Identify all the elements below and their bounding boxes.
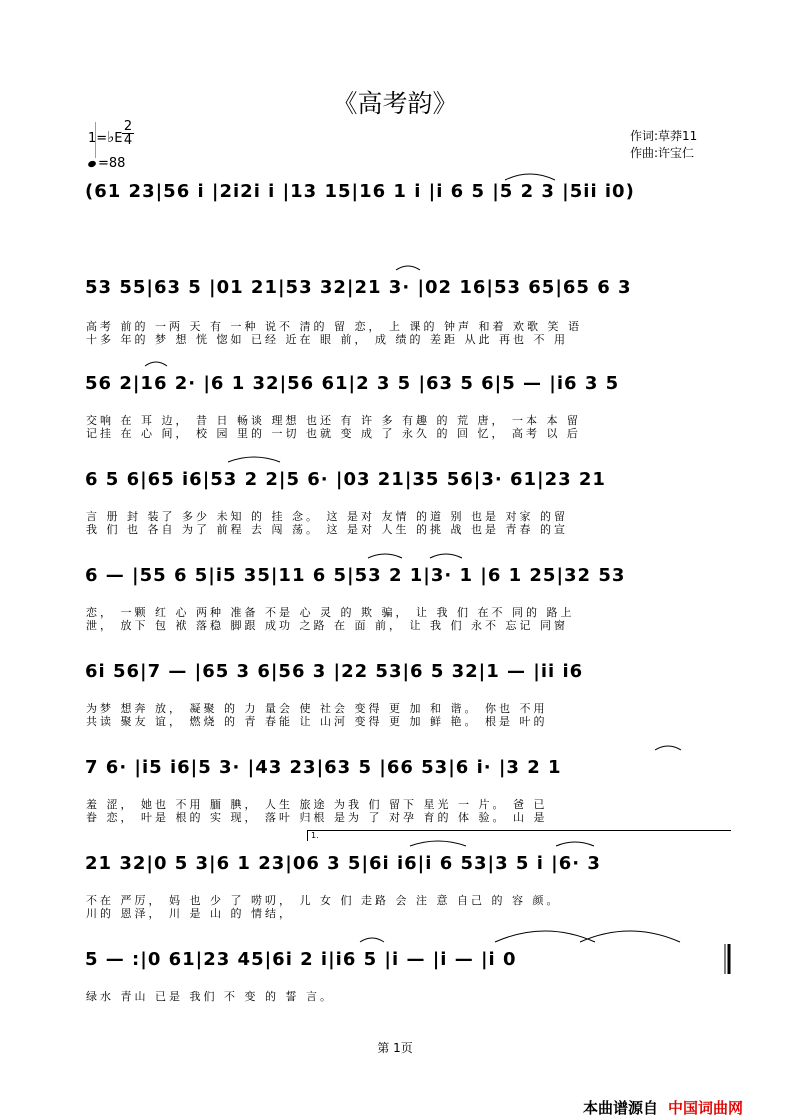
lyric-line: 十多 年的 梦 想 恍 惚如 已经 近在 眼 前， 成 绩的 差距 从此 再也 不 用 [86, 333, 568, 346]
slur [430, 554, 462, 558]
notation-row: (61 23|56 i |2i2i i |13 15|16 1 i |i 6 5 |5 2 3 |5ii i0) [85, 181, 635, 202]
lyric-line: 交响 在 耳 边， 昔 日 畅谈 理想 也还 有 许 多 有趣 的 荒 唐， 一本 本 留 [86, 414, 581, 427]
source-label: 本曲谱源自 [583, 1099, 659, 1117]
notation-row: 5 — :|0 61|23 45|6i 2 i|i6 5 |i — |i — |i 0 [85, 949, 517, 970]
key-flat: ♭ [107, 128, 115, 146]
source-site[interactable]: 中国词曲网 [668, 1099, 744, 1117]
lyric-line: 共读 聚友 谊， 燃烧 的 青 春能 让 山河 变得 更 加 鲜 艳。 根是 叶的 [86, 715, 548, 728]
key-prefix: 1= [88, 131, 108, 146]
lyric-line: 不在 严厉， 妈 也 少 了 唠叨， 儿 女 们 走路 会 注 意 自己 的 容 颜。 [86, 894, 561, 907]
page-number: 第 1页 [377, 1041, 413, 1055]
lyric-line: 眷 恋， 叶是 根的 实 现， 落叶 归根 是为 了 对孕 育的 体 验。 山 是 [86, 811, 548, 824]
slur [505, 174, 555, 180]
notation-row: 6i 56|7 — |65 3 6|56 3 |22 53|6 5 32|1 — |ii i6 [85, 661, 584, 682]
song-title: 《高考韵》 [332, 89, 458, 118]
lyricist: 作词:草莽11 [630, 129, 698, 143]
tempo-value: =88 [98, 156, 126, 171]
key-note: E [114, 131, 123, 146]
lyric-line: 绿水 青山 已是 我们 不 变 的 誓 言。 [86, 990, 334, 1003]
notation-row: 53 55|63 5 |01 21|53 32|21 3· |02 16|53 65|65 6 3 [85, 277, 632, 298]
notation-row: 56 2|16 2· |6 1 32|56 61|2 3 5 |63 5 6|5 — |i6 3 5 [85, 373, 620, 394]
slur [396, 266, 420, 270]
lyric-line: 我 们 也 各自 为了 前程 去 闯 荡。 这 是对 人生 的挑 战 也是 青春 的宣 [86, 523, 568, 536]
lyric-line: 泄， 放下 包 袱 落稳 脚跟 成功 之路 在 面 前， 让 我 们 永不 忘记 同窗 [86, 619, 568, 632]
composer: 作曲:许宝仁 [630, 146, 695, 160]
lyric-line: 言 册 封 装了 多少 未知 的 挂 念。 这 是对 友情 的道 别 也是 对家 的留 [86, 510, 568, 523]
lyric-line: 高考 前的 一两 天 有 一种 说不 清的 留 恋， 上 课的 钟声 和着 欢歌 笑 语 [86, 320, 582, 333]
notation-row: 6 5 6|65 i6|53 2 2|5 6· |03 21|35 56|3· 61|23 21 [85, 469, 606, 490]
time-top: 2 [123, 119, 133, 134]
slur [495, 931, 595, 942]
lyric-line: 羞 涩， 她也 不用 腼 腆， 人生 旅途 为我 们 留下 星光 一 片。 爸 已 [86, 798, 548, 811]
notation-row: 6 — |55 6 5|i5 35|11 6 5|53 2 1|3· 1 |6 1 25|32 53 [85, 565, 626, 586]
lyric-line: 为梦 想奔 放， 凝聚 的 力 量会 使 社会 变得 更 加 和 谐。 你也 不用 [86, 702, 548, 715]
slur [228, 457, 280, 462]
slur [145, 362, 167, 366]
notation-row: 7 6· |i5 i6|5 3· |43 23|63 5 |66 53|6 i· |3 2 1 [85, 757, 562, 778]
source-credit [583, 1097, 743, 1118]
slur [360, 938, 384, 942]
lyric-line: 记挂 在 心 间， 校 园 里的 一切 也就 变 成 了 永久 的 回 忆， 高考 以 后 [86, 427, 581, 440]
lyric-line: 恋， 一颗 红 心 两种 准备 不是 心 灵 的 欺 骗， 让 我 们 在不 同的 路上 [86, 606, 575, 619]
lyric-line: 川的 恩泽， 川 是 山 的 情结， [86, 907, 293, 920]
slur [655, 746, 681, 750]
time-bottom: 4 [123, 133, 133, 148]
volta-bracket: 1. [307, 830, 731, 841]
slur [556, 842, 594, 846]
slur [410, 841, 466, 846]
notation-row: 21 32|0 5 3|6 1 23|06 3 5|6i i6|i 6 53|3 5 i |6· 3 [85, 853, 601, 874]
slur [368, 554, 402, 558]
slur [580, 931, 680, 942]
